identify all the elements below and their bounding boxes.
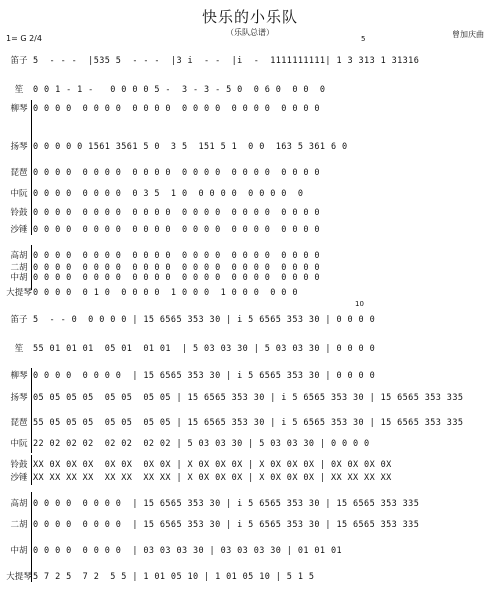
instrument-label: 二胡 xyxy=(10,263,28,273)
staff-row xyxy=(0,206,500,220)
instrument-label: 高胡 xyxy=(10,499,28,509)
notation-line: 0 0 0 0 0 0 0 0 0 0 0 0 0 0 0 0 0 0 0 0 0 0 0 0 xyxy=(33,225,320,235)
staff-brace xyxy=(31,368,35,453)
notation-line: 0 0 0 0 0 0 0 0 0 0 0 0 0 0 0 0 0 0 0 0 0 0 0 0 xyxy=(33,104,320,114)
instrument-label: 柳琴 xyxy=(10,371,28,381)
instrument-label: 沙锤 xyxy=(10,473,28,483)
notation-line: 0 0 0 0 0 0 0 0 0 3 5 1 0 0 0 0 0 0 0 0 0 0 xyxy=(33,189,304,199)
staff-row xyxy=(0,54,500,68)
notation-line: 0 0 0 0 0 0 0 0 0 0 0 0 0 0 0 0 0 0 0 0 0 0 0 0 xyxy=(33,251,320,261)
notation-line: 22 02 02 02 02 02 02 02 | 5 03 03 30 | 5 03 03 30 | 0 0 0 0 xyxy=(33,439,370,449)
staff-row xyxy=(0,471,500,485)
notation-line: 0 0 0 0 0 0 0 0 | 03 03 03 30 | 03 03 03 30 | 01 01 01 xyxy=(33,546,342,556)
staff-row xyxy=(0,187,500,201)
instrument-label: 笛子 xyxy=(10,56,28,66)
instrument-label: 中阮 xyxy=(10,189,28,199)
notation-line: XX XX XX XX XX XX XX XX | X 0X 0X 0X | X 0X 0X 0X | XX XX XX XX xyxy=(33,473,392,483)
key-signature: 1= G 2/4 xyxy=(6,34,42,43)
notation-line: 0 0 0 0 0 0 0 0 | 15 6565 353 30 | i 5 6565 353 30 | 0 0 0 0 xyxy=(33,371,376,381)
instrument-label: 琵琶 xyxy=(10,418,28,428)
instrument-label: 笛子 xyxy=(10,315,28,325)
staff-row xyxy=(0,518,500,532)
notation-line: 55 01 01 01 05 01 01 01 | 5 03 03 30 | 5 03 03 30 | 0 0 0 0 xyxy=(33,344,376,354)
instrument-label: 大提琴 xyxy=(6,288,32,298)
instrument-label: 铃鼓 xyxy=(10,460,28,470)
instrument-label: 中阮 xyxy=(10,439,28,449)
notation-line: 0 0 0 0 0 0 0 0 0 0 0 0 0 0 0 0 0 0 0 0 0 0 0 0 xyxy=(33,168,320,178)
notation-line: 0 0 0 0 0 0 0 0 0 0 0 0 0 0 0 0 0 0 0 0 0 0 0 0 xyxy=(33,263,320,273)
instrument-label: 大提琴 xyxy=(6,572,32,582)
instrument-label: 中胡 xyxy=(10,273,28,283)
notation-line: 0 0 0 0 0 1561 3561 5 0 3 5 151 5 1 0 0 163 5 361 6 0 xyxy=(33,142,348,152)
score-subtitle: （乐队总谱） xyxy=(226,28,274,37)
staff-brace xyxy=(31,492,35,582)
staff-row xyxy=(0,497,500,511)
staff-brace xyxy=(31,100,35,160)
notation-line: 5 - - - |535 5 - - - |3 i - - |i - 1111111111| 1 3 313 1 31316 xyxy=(33,56,420,66)
instrument-label: 高胡 xyxy=(10,251,28,261)
score-title: 快乐的小乐队 xyxy=(201,8,298,26)
notation-line: 0 0 0 0 0 1 0 0 0 0 0 1 0 0 0 1 0 0 0 0 0 0 xyxy=(33,288,298,298)
instrument-label: 中胡 xyxy=(10,546,28,556)
notation-line: 5 - - 0 0 0 0 0 | 15 6565 353 30 | i 5 6565 353 30 | 0 0 0 0 xyxy=(33,315,376,325)
notation-line: 55 05 05 05 05 05 05 05 | 15 6565 353 30 | i 5 6565 353 30 | 15 6565 353 335 xyxy=(33,418,464,428)
staff-row xyxy=(0,166,500,180)
staff-row xyxy=(0,416,500,430)
notation-line: 0 0 0 0 0 0 0 0 | 15 6565 353 30 | i 5 6565 353 30 | 15 6565 353 335 xyxy=(33,520,420,530)
staff-brace xyxy=(31,455,35,485)
staff-row xyxy=(0,313,500,327)
instrument-label: 笙 xyxy=(14,85,24,95)
staff-row xyxy=(0,140,500,154)
staff-row xyxy=(0,369,500,383)
composer: 曾加庆曲 xyxy=(452,30,484,39)
bar-number: 10 xyxy=(355,300,364,308)
staff-row xyxy=(0,544,500,558)
staff-row xyxy=(0,458,500,472)
staff-brace xyxy=(31,245,35,290)
staff-row xyxy=(0,342,500,356)
instrument-label: 沙锤 xyxy=(10,225,28,235)
instrument-label: 二胡 xyxy=(10,520,28,530)
staff-row xyxy=(0,102,500,116)
instrument-label: 琵琶 xyxy=(10,168,28,178)
staff-row xyxy=(0,437,500,451)
instrument-label: 扬琴 xyxy=(10,393,28,403)
notation-line: 0 0 0 0 0 0 0 0 0 0 0 0 0 0 0 0 0 0 0 0 0 0 0 0 xyxy=(33,273,320,283)
instrument-label: 扬琴 xyxy=(10,142,28,152)
staff-row xyxy=(0,570,500,584)
notation-line: 0 0 0 0 0 0 0 0 | 15 6565 353 30 | i 5 6565 353 30 | 15 6565 353 335 xyxy=(33,499,420,509)
notation-line: 05 05 05 05 05 05 05 05 | 15 6565 353 30 | i 5 6565 353 30 | 15 6565 353 335 xyxy=(33,393,464,403)
notation-line: 5 7 2 5 7 2 5 5 | 1 01 05 10 | 1 01 05 10 | 5 1 5 xyxy=(33,572,315,582)
staff-row xyxy=(0,223,500,237)
notation-line: 0 0 1 - 1 - 0 0 0 0 5 - 3 - 3 - 5 0 0 6 0 0 0 0 xyxy=(33,85,326,95)
staff-row xyxy=(0,391,500,405)
staff-row xyxy=(0,83,500,97)
instrument-label: 柳琴 xyxy=(10,104,28,114)
staff-brace xyxy=(31,160,35,235)
bar-number: 5 xyxy=(361,35,366,43)
instrument-label: 铃鼓 xyxy=(10,208,28,218)
notation-line: 0 0 0 0 0 0 0 0 0 0 0 0 0 0 0 0 0 0 0 0 0 0 0 0 xyxy=(33,208,320,218)
staff-row xyxy=(0,271,500,285)
notation-line: XX 0X 0X 0X 0X 0X 0X 0X | X 0X 0X 0X | X 0X 0X 0X | 0X 0X 0X 0X xyxy=(33,460,392,470)
instrument-label: 笙 xyxy=(14,344,24,354)
staff-row xyxy=(0,286,500,300)
